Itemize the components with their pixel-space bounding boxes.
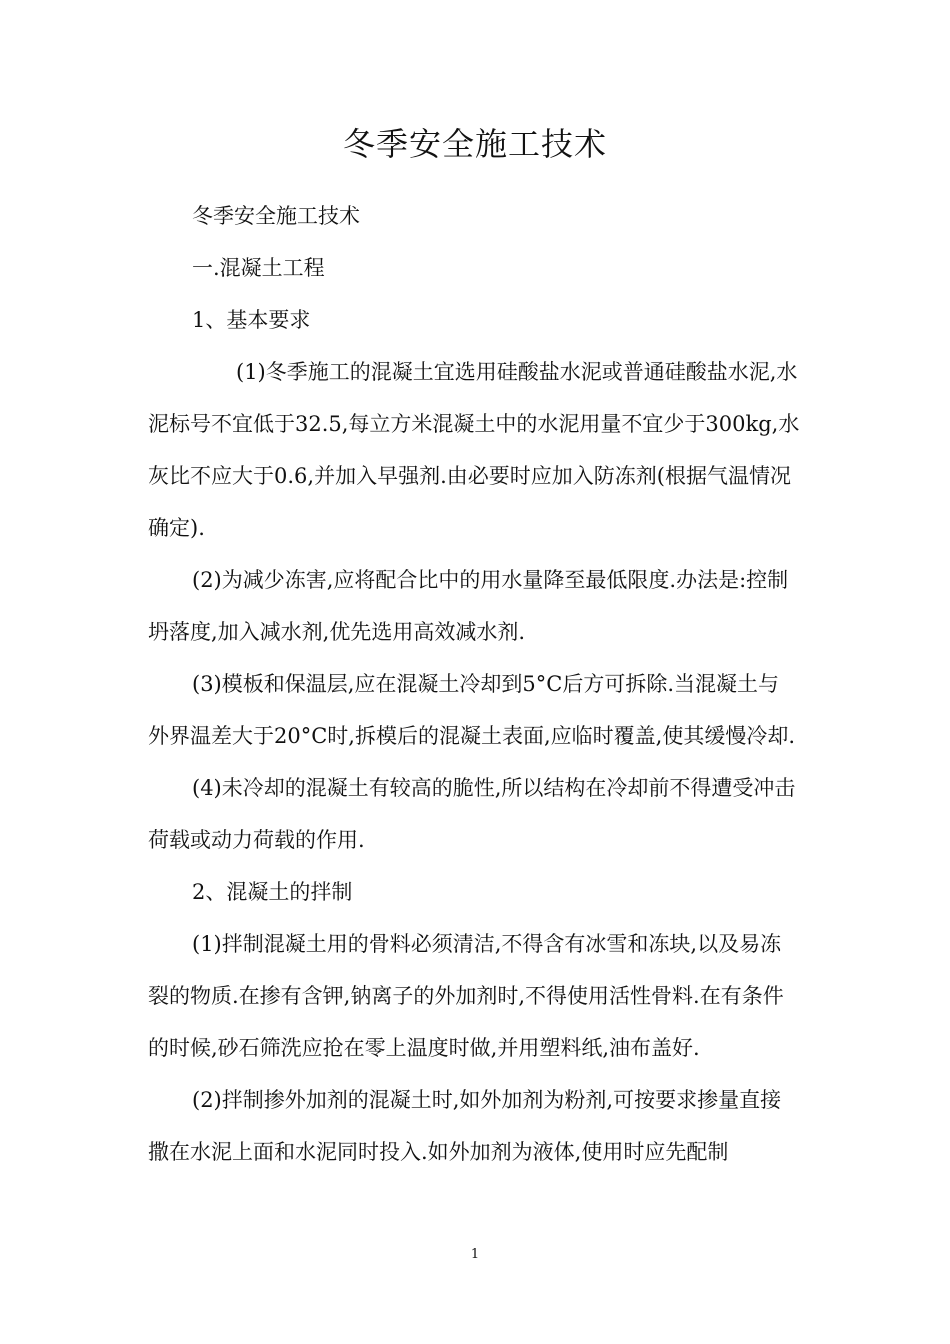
paragraph-subtitle: 冬季安全施工技术 (192, 204, 360, 228)
section-heading-concrete: 一.混凝土工程 (192, 256, 325, 280)
subsection-heading-basic-requirements: 1、基本要求 (192, 308, 311, 332)
paragraph-item-1: (1)冬季施工的混凝土宜选用硅酸盐水泥或普通硅酸盐水泥,水泥标号不宜低于32.5,每立方米混凝土中的水泥用量不宜少于300kg,水灰比不应大于0.6,并加入早强剂.由必要时应加入防冻剂(根据气温情况确定). (148, 360, 800, 540)
paragraph-item-3: (3)模板和保温层,应在混凝土冷却到5°C后方可拆除.当混凝土与外界温差大于20°C时,拆模后的混凝土表面,应临时覆盖,使其缓慢冷却. (148, 672, 795, 748)
document-body (148, 190, 800, 1178)
paragraph-item-2: (2)为减少冻害,应将配合比中的用水量降至最低限度.办法是:控制坍落度,加入减水剂,优先选用高效减水剂. (148, 568, 789, 644)
subsection-heading-mixing: 2、混凝土的拌制 (192, 880, 353, 904)
paragraph-mixing-item-1: (1)拌制混凝土用的骨料必须清洁,不得含有冰雪和冻块,以及易冻裂的物质.在掺有含钾,钠离子的外加剂时,不得使用活性骨料.在有条件的时候,砂石筛洗应抢在零上温度时做,并用塑料纸,油布盖好. (148, 932, 784, 1060)
page-number: 1 (470, 1247, 480, 1262)
document-title: 冬季安全施工技术 (342, 125, 607, 163)
paragraph-mixing-item-2: (2)拌制掺外加剂的混凝土时,如外加剂为粉剂,可按要求掺量直接撒在水泥上面和水泥同时投入.如外加剂为液体,使用时应先配制 (148, 1088, 782, 1164)
paragraph-item-4: (4)未冷却的混凝土有较高的脆性,所以结构在冷却前不得遭受冲击荷载或动力荷载的作用. (148, 776, 796, 852)
